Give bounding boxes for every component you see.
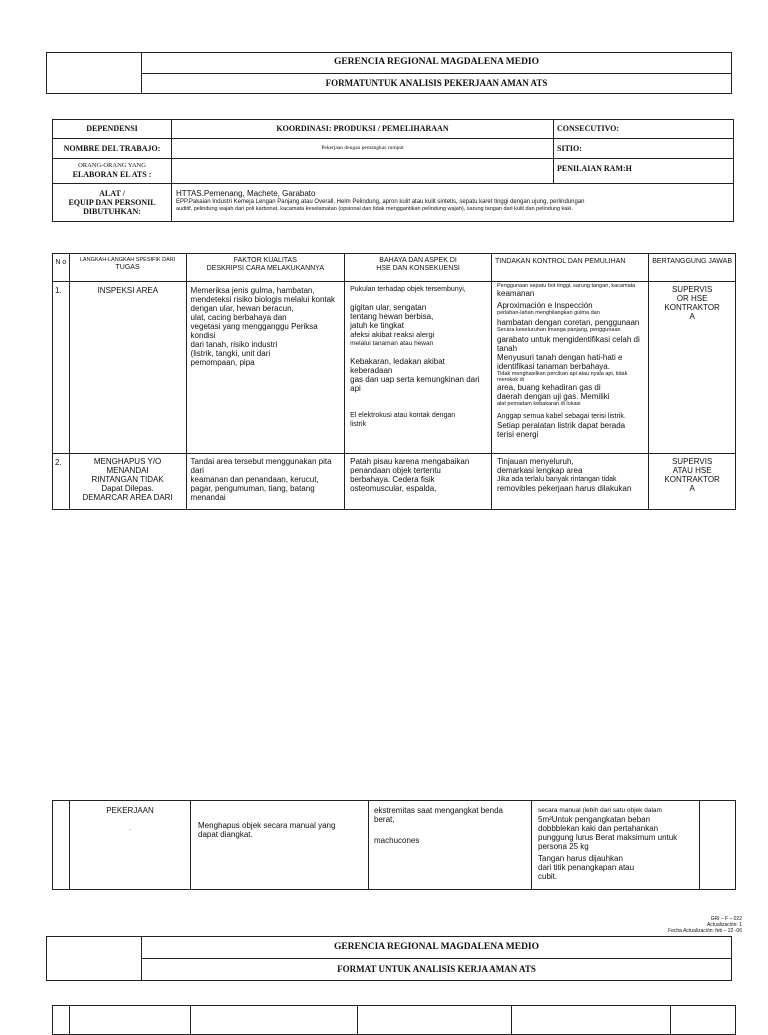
alat-value: HTTAS.Pemenang, Machete, Garabato EPP.Pakaian Industri Kemeja Lengan Panjang atau Overall, Helm Pelindung, apron kulit atau kulit sintetis, sepatu karet tinggi dengan ujung, perlindungan auditif, pelindung wajah dari poli karbonat, kacamata keselamatan (opsional dan tidak menggantikan pelindung wajah), sarung tangan dari kulit dan pelindung kaki.: [172, 184, 734, 222]
row1-no: 1.: [53, 282, 70, 454]
consecutivo-label: CONSECUTIVO:: [554, 120, 734, 139]
col-bahaya-header: BAHAYA DAN ASPEK DI HSE DAN KONSEKUENSI: [345, 254, 492, 282]
main-table: [52, 253, 736, 510]
row3-responsible: [700, 801, 736, 890]
row3-tindakan: secara manual (lebih dari satu objek dalam 5m²Untuk pengangkatan beban dobbblekan kaki dan pertahankan punggung lurus Berat maksimum untuk persona 25 kg Tangan harus dijauhkan dari titik penangkapan atau cubit.: [532, 801, 700, 890]
dependensi-label: DEPENDENSI: [53, 120, 172, 139]
orang-label: ORANG-ORANG YANG ELABORAN EL ATS :: [53, 159, 172, 184]
col-no-header: N o: [53, 254, 70, 282]
document-code: GRI – F – 022 Actualización: 1 Fecha Actualización: feb – 22 -06: [668, 916, 742, 934]
col-tindakan-header: TINDAKAN KONTROL DAN PEMULIHAN: [492, 254, 649, 282]
nombre-value: Pekerjaan dengan pemangkas rumput: [172, 139, 554, 159]
penilaian-label: PENILAIAN RAM:H: [554, 159, 734, 184]
alat-label: ALAT / EQUIP DAN PERSONIL DIBUTUHKAN:: [53, 184, 172, 222]
next-cell-2: [70, 1006, 191, 1035]
row3-bahaya: ekstremitas saat mengangkat benda berat, machucones: [369, 801, 532, 890]
col-steps-header: LANGKAH-LANGKAH SPESIFIK DARI TUGAS: [69, 254, 186, 282]
row2-no: 2.: [53, 454, 70, 510]
nombre-label: NOMBRE DEL TRABAJO:: [53, 139, 172, 159]
header-subtitle: FORMATUNTUK ANALISIS PEKERJAAN AMAN ATS: [142, 73, 732, 94]
next-cell-4: [358, 1006, 512, 1035]
logo-cell: [47, 53, 142, 94]
row1-faktor: Memeriksa jenis gulma, hambatan, mendeteksi risiko biologis melalui kontak dengan ular, hewan beracun, ulat, cacing berbahaya dan vegetasi yang mengganggu Periksa kondisi dari tanah, risiko industri (listrik, tangki, unit dari pemompaan, pipa: [186, 282, 345, 454]
header-subtitle-2: FORMAT UNTUK ANALISIS KERJA AMAN ATS: [142, 959, 732, 981]
row2-responsible: SUPERVIS ATAU HSE KONTRAKTOR A: [649, 454, 736, 510]
next-cell-6: [671, 1006, 736, 1035]
header-table-2: [46, 936, 732, 981]
row1-step: INSPEKSI AREA: [69, 282, 186, 454]
row2-tindakan: Tinjauan menyeluruh, demarkasi lengkap area Jika ada terlalu banyak rintangan tidak removibles pekerjaan harus dilakukan: [492, 454, 649, 510]
header-title-2: GERENCIA REGIONAL MAGDALENA MEDIO: [142, 937, 732, 959]
logo-cell-2: [47, 937, 142, 981]
dependensi-value: KOORDINASI: PRODUKSI / PEMELIHARAAN: [172, 120, 554, 139]
header-title: GERENCIA REGIONAL MAGDALENA MEDIO: [142, 53, 732, 74]
row3-no: [53, 801, 70, 890]
row2-faktor: Tandai area tersebut menggunakan pita dari keamanan dan penandaan, kerucut, pagar, pengumuman, tiang, batang menandai: [186, 454, 345, 510]
row1-responsible: SUPERVIS OR HSE KONTRAKTOR A: [649, 282, 736, 454]
row2-bahaya: Patah pisau karena mengabaikan penandaan objek tertentu berbahaya. Cedera fisik osteomuscular, espalda,: [345, 454, 492, 510]
row1-tindakan: Penggunaan sepatu bot tinggi, sarung tangan, kacamata keamanan Aproximación e Inspección perlahan-lahan menghilangkan gulma dan hambatan dengan coretan, penggunaan Secara keseluruhan Imanga panjang, penggunaan garabato untuk mengidentifikasi celah di tanah Menyusuri tanah dengan hati-hati e identifikasi tanaman berbahaya. Tidak menghasilkan percikan api atau nyala api, tidak merokok di area, buang kehadiran gas di daerah dengan uji gas. Memiliki alat pemadam kebakaran di lokasi Anggap semua kabel sebagai terisi listrik. Setiap peralatan listrik dapat berada terisi energi: [492, 282, 649, 454]
info-table: [52, 119, 734, 222]
row2-step: MENGHAPUS Y/O MENANDAI RINTANGAN TIDAK Dapat Dilepas. DEMARCAR AREA DARI: [69, 454, 186, 510]
next-cell-5: [512, 1006, 671, 1035]
row3-step: PEKERJAAN .: [70, 801, 191, 890]
continuation-table: [52, 800, 736, 890]
next-cell-3: [191, 1006, 358, 1035]
col-faktor-header: FAKTOR KUALITAS DESKRIPSI CARA MELAKUKANNYA: [186, 254, 345, 282]
row1-bahaya: Pukulan terhadap objek tersembunyi, gigitan ular, sengatan tentang hewan berbisa, jatuh ke tingkat afeksi akibat reaksi alergi melalui tanaman atau hewan Kebakaran, ledakan akibat keberadaan gas dan uap serta kemungkinan dari api El elektrokusi atau kontak dengan listrik: [345, 282, 492, 454]
col-bertanggung-header: BERTANGGUNG JAWAB: [649, 254, 736, 282]
sitio-label: SITIO:: [554, 139, 734, 159]
next-page-table: [52, 1005, 736, 1035]
header-table-1: [46, 52, 732, 94]
row3-faktor: Menghapus objek secara manual yang dapat diangkat.: [191, 801, 369, 890]
orang-value: [172, 159, 554, 184]
next-cell-1: [53, 1006, 70, 1035]
